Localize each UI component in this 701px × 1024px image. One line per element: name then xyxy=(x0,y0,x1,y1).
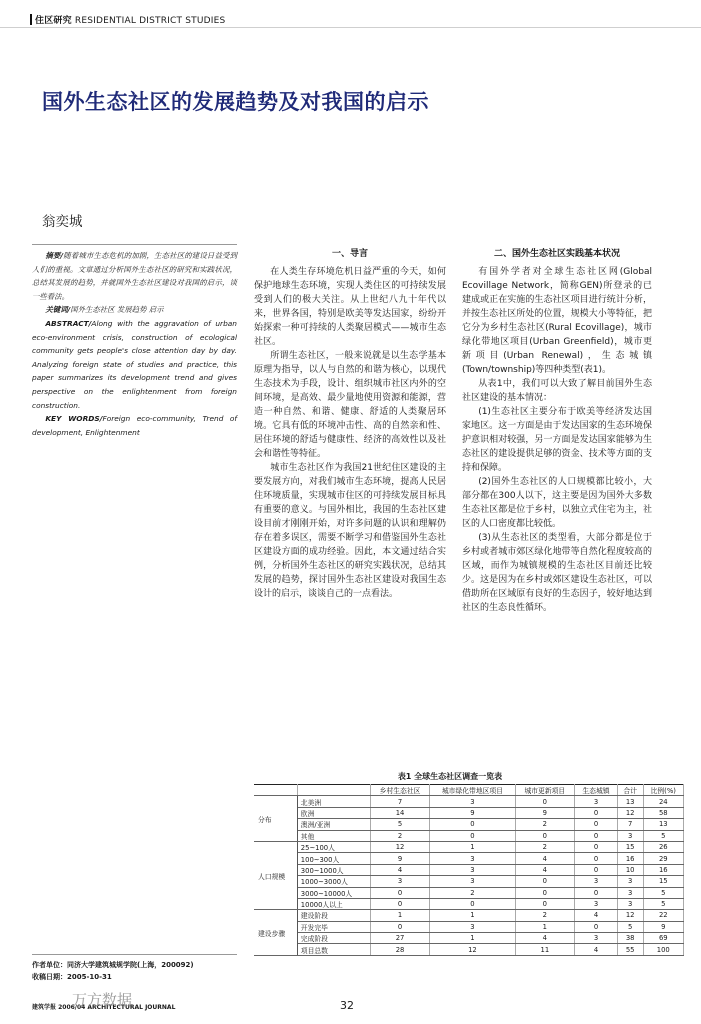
table-row-label: 25~100人 xyxy=(297,841,370,852)
table-cell: 14 xyxy=(370,807,430,818)
table-cell: 0 xyxy=(515,876,575,887)
table-cell: 11 xyxy=(515,944,575,955)
table-cell: 3 xyxy=(575,796,618,807)
table-header-row xyxy=(254,785,684,796)
table-column-header: 城市绿化带地区项目 xyxy=(430,785,515,796)
table-cell: 0 xyxy=(370,921,430,932)
table-cell: 2 xyxy=(370,830,430,841)
table-cell: 0 xyxy=(575,853,618,864)
keywords-zh-text: 国外生态社区 发展趋势 启示 xyxy=(70,305,164,315)
table-cell: 0 xyxy=(575,921,618,932)
table-cell: 58 xyxy=(643,807,683,818)
table-row xyxy=(254,841,684,852)
section2-paragraph: 有国外学者对全球生态社区网(Global Ecovillage Network，简称GEN)所登录的已建成或正在实施的生态社区项目进行统计分析，并按生态社区所处的位置，规模大小等特征，把它分为乡村生态社区(Rural Ecovillage)，城市绿化带地区项目(Urban Greenfield)，城市更新项目(Urban Renewal)，生态城镇(Town/township)等四种类型(表1)。 xyxy=(462,267,652,375)
table-cell: 5 xyxy=(617,921,643,932)
table-cell: 2 xyxy=(515,819,575,830)
section2-paragraph: 从表1中，我们可以大致了解目前国外生态社区建设的基本情况： xyxy=(462,379,652,403)
table-row-label: 1000~3000人 xyxy=(297,876,370,887)
table-cell: 4 xyxy=(575,944,618,955)
journal-name: 建筑学报 2006/04 ARCHITECTURAL JOURNAL xyxy=(32,1004,176,1011)
table-cell: 3 xyxy=(617,830,643,841)
keywords-zh-label: 关键词/ xyxy=(45,305,71,315)
table-row xyxy=(254,944,684,955)
footnote-rule xyxy=(32,954,237,955)
table-cell: 2 xyxy=(515,841,575,852)
table-row-label: 300~1000人 xyxy=(297,864,370,875)
table-cell: 5 xyxy=(370,819,430,830)
table-cell: 2 xyxy=(430,887,515,898)
table-row xyxy=(254,933,684,944)
table-cell: 1 xyxy=(370,910,430,921)
table-cell: 5 xyxy=(643,887,683,898)
table-cell: 27 xyxy=(370,933,430,944)
table-cell: 9 xyxy=(370,853,430,864)
section2-paragraph: (3)从生态社区的类型看，大部分都是位于乡村或者城市郊区绿化地带等自然化程度较高的区域，而作为城镇规模的生态社区目前还比较少。这是因为在乡村或郊区建设生态社区，可以借助所在区域原有良好的生态因子，较好地达到社区的生态良性循环。 xyxy=(462,533,652,613)
table-row-label: 完成阶段 xyxy=(297,933,370,944)
keywords-en-text: Foreign eco-community, Trend of development, Enlightenment xyxy=(32,414,237,437)
table-cell: 3 xyxy=(430,864,515,875)
table-cell: 16 xyxy=(617,853,643,864)
table-cell: 0 xyxy=(515,830,575,841)
header-rule xyxy=(0,27,701,28)
section2-paragraph: (1)生态社区主要分布于欧美等经济发达国家地区。这一方面是由于发达国家的生态环境保护意识相对较强，另一方面是发达国家能够为生态社区的建设提供足够的资金、技术等方面的支持和保障。 xyxy=(462,407,652,473)
table-row-label: 北美洲 xyxy=(297,796,370,807)
table-cell: 3 xyxy=(617,887,643,898)
table-row xyxy=(254,853,684,864)
table-cell: 7 xyxy=(617,819,643,830)
table-cell: 0 xyxy=(430,898,515,909)
table-cell: 5 xyxy=(643,830,683,841)
table-cell: 13 xyxy=(643,819,683,830)
table-corner xyxy=(254,785,297,796)
table-cell: 2 xyxy=(515,910,575,921)
table-corner xyxy=(297,785,370,796)
table-cell: 0 xyxy=(575,841,618,852)
table-cell: 28 xyxy=(370,944,430,955)
table-row xyxy=(254,887,684,898)
table-group-label: 人口规模 xyxy=(254,841,297,909)
table-cell: 9 xyxy=(515,807,575,818)
received-date: 收稿日期：2005-10-31 xyxy=(32,973,112,981)
header-en: RESIDENTIAL DISTRICT STUDIES xyxy=(74,16,226,26)
table-cell: 0 xyxy=(575,819,618,830)
keywords-zh xyxy=(32,303,237,317)
table-row xyxy=(254,921,684,932)
header-bar xyxy=(30,14,32,25)
table-cell: 26 xyxy=(643,841,683,852)
abstract-en-label: ABSTRACT/ xyxy=(45,318,92,328)
table-column-header: 生态城镇 xyxy=(575,785,618,796)
table-cell: 0 xyxy=(370,898,430,909)
table-cell: 3 xyxy=(617,898,643,909)
running-header xyxy=(30,13,225,26)
table-column-header: 合计 xyxy=(617,785,643,796)
table-cell: 15 xyxy=(617,841,643,852)
table-row-label: 建设阶段 xyxy=(297,910,370,921)
table-cell: 3 xyxy=(575,898,618,909)
table-cell: 3 xyxy=(430,876,515,887)
table-cell: 9 xyxy=(643,921,683,932)
table-row-label: 项目总数 xyxy=(297,944,370,955)
table-cell: 3 xyxy=(575,933,618,944)
table-cell: 55 xyxy=(617,944,643,955)
table-cell: 3 xyxy=(617,876,643,887)
section2-paragraph: (2)国外生态社区的人口规模都比较小，大部分都在300人以下，这主要是因为国外大多数生态社区都是位于乡村，以独立式住宅为主，社区的人口密度都比较低。 xyxy=(462,477,652,529)
table-cell: 9 xyxy=(430,807,515,818)
table-row xyxy=(254,898,684,909)
table-row-label: 100~300人 xyxy=(297,853,370,864)
table-cell: 1 xyxy=(430,910,515,921)
abstract-rule xyxy=(32,244,237,245)
table-cell: 0 xyxy=(515,898,575,909)
table-row-label: 10000人以上 xyxy=(297,898,370,909)
page-number: 32 xyxy=(340,999,354,1012)
table-group-label: 分布 xyxy=(254,796,297,842)
table-cell: 4 xyxy=(575,910,618,921)
table-cell: 15 xyxy=(643,876,683,887)
table-cell: 12 xyxy=(430,944,515,955)
section1-paragraph: 所谓生态社区，一般来说就是以生态学基本原理为指导，以人与自然的和谐为核心，以现代生态技术为手段，设计、组织城市社区内外的空间环境，是高效、最少量地使用资源和能源，营造一种自然、和谐、健康、舒适的人类聚居环境。它具有低的环境冲击性、高的自然亲和性、居住环境的舒适与健康性、经济的高效性以及社会和谐性等特征。 xyxy=(254,351,446,459)
table-cell: 69 xyxy=(643,933,683,944)
abstract-en-text: Along with the aggravation of urban eco-environment crisis, construction of ecological community gets people's close attention day by day. Analyzing foreign state of studies and practice, this paper summarizes its development trend and gives perspective on the enlightenment from foreign construction. xyxy=(32,318,237,410)
table-cell: 24 xyxy=(643,796,683,807)
table-cell: 1 xyxy=(430,933,515,944)
table-row xyxy=(254,876,684,887)
abstract-zh-text: 随着城市生态危机的加剧，生态社区的建设日益受到人们的重视。文章通过分析国外生态社区的研究和实践状况，总结其发展的趋势，并就国外生态社区建设对我国的启示，谈一些看法。 xyxy=(32,251,237,301)
table-cell: 38 xyxy=(617,933,643,944)
section-practice xyxy=(462,247,652,615)
table-cell: 3 xyxy=(430,921,515,932)
abstract xyxy=(32,249,237,439)
table-cell: 5 xyxy=(643,898,683,909)
table-cell: 3 xyxy=(430,853,515,864)
table-column-header: 城市更新项目 xyxy=(515,785,575,796)
table-cell: 0 xyxy=(430,830,515,841)
table-row xyxy=(254,807,684,818)
table-cell: 4 xyxy=(370,864,430,875)
table-cell: 0 xyxy=(575,830,618,841)
table-cell: 12 xyxy=(370,841,430,852)
header-cn: 住区研究 xyxy=(35,16,72,26)
table-cell: 0 xyxy=(515,887,575,898)
table-cell: 100 xyxy=(643,944,683,955)
table-row xyxy=(254,796,684,807)
table-cell: 0 xyxy=(370,887,430,898)
table-cell: 3 xyxy=(430,796,515,807)
table-row xyxy=(254,819,684,830)
table-row-label: 3000~10000人 xyxy=(297,887,370,898)
section-introduction xyxy=(254,247,446,601)
table-cell: 3 xyxy=(370,876,430,887)
keywords-en-label: KEY WORDS/ xyxy=(45,414,103,424)
author: 翁奕城 xyxy=(42,214,83,230)
affiliation: 作者单位：同济大学建筑城规学院(上海，200092) xyxy=(32,961,194,969)
footnote xyxy=(32,959,194,983)
table-group-label: 建设步骤 xyxy=(254,910,297,956)
table-row-label: 其他 xyxy=(297,830,370,841)
table-row-label: 澳洲/亚洲 xyxy=(297,819,370,830)
table-row xyxy=(254,864,684,875)
table-cell: 1 xyxy=(515,921,575,932)
table-cell: 4 xyxy=(515,864,575,875)
table-cell: 12 xyxy=(617,910,643,921)
table-cell: 0 xyxy=(430,819,515,830)
table-cell: 0 xyxy=(575,864,618,875)
table-cell: 12 xyxy=(617,807,643,818)
section1-paragraph: 在人类生存环境危机日益严重的今天，如何保护地球生态环境，实现人类住区的可持续发展受到人们的极大关注。从上世纪八九十年代以来，世界各国，特别是欧美等发达国家，纷纷开始探索一种可持续的人类聚居模式——城市生态社区。 xyxy=(254,267,446,347)
table-cell: 3 xyxy=(575,876,618,887)
table-cell: 7 xyxy=(370,796,430,807)
abstract-zh-label: 摘要/ xyxy=(45,251,64,260)
table-cell: 16 xyxy=(643,864,683,875)
table-cell: 0 xyxy=(575,807,618,818)
keywords-en xyxy=(32,412,237,439)
table-cell: 0 xyxy=(575,887,618,898)
eco-community-table xyxy=(254,784,684,956)
table-row-label: 开发完毕 xyxy=(297,921,370,932)
table-cell: 22 xyxy=(643,910,683,921)
abstract-zh xyxy=(32,249,237,303)
table-cell: 1 xyxy=(430,841,515,852)
table-row-label: 欧洲 xyxy=(297,807,370,818)
table-body xyxy=(254,796,684,955)
table-row xyxy=(254,910,684,921)
table-cell: 4 xyxy=(515,933,575,944)
section1-heading: 一、导言 xyxy=(331,249,368,259)
table-row xyxy=(254,830,684,841)
table-cell: 29 xyxy=(643,853,683,864)
abstract-en xyxy=(32,317,237,412)
table-cell: 13 xyxy=(617,796,643,807)
table-cell: 4 xyxy=(515,853,575,864)
article-title: 国外生态社区的发展趋势及对我国的启示 xyxy=(42,90,429,114)
table-column-header: 比例(%) xyxy=(643,785,683,796)
table-cell: 0 xyxy=(515,796,575,807)
table-column-header: 乡村生态社区 xyxy=(370,785,430,796)
table-cell: 10 xyxy=(617,864,643,875)
section2-heading: 二、国外生态社区实践基本状况 xyxy=(493,249,620,259)
section1-paragraph: 城市生态社区作为我国21世纪住区建设的主要发展方向，对我们城市生态环境，提高人民居住环境质量，实现城市住区的可持续发展目标具有重要的意义。与国外相比，我国的生态社区建设目前才刚刚开始，对许多问题的认识和理解仍存在着多误区，需要不断学习和借鉴国外生态社区建设方面的成功经验。因此，本文通过结合实例，分析国外生态社区的研究实践状况，总结其发展的趋势，探讨国外生态社区建设对我国生态设计的启示，谈谈自己的一点看法。 xyxy=(254,463,446,599)
watermark: 万方数据 xyxy=(72,991,133,1009)
table-caption: 表1 全球生态社区调查一览表 xyxy=(397,772,503,781)
